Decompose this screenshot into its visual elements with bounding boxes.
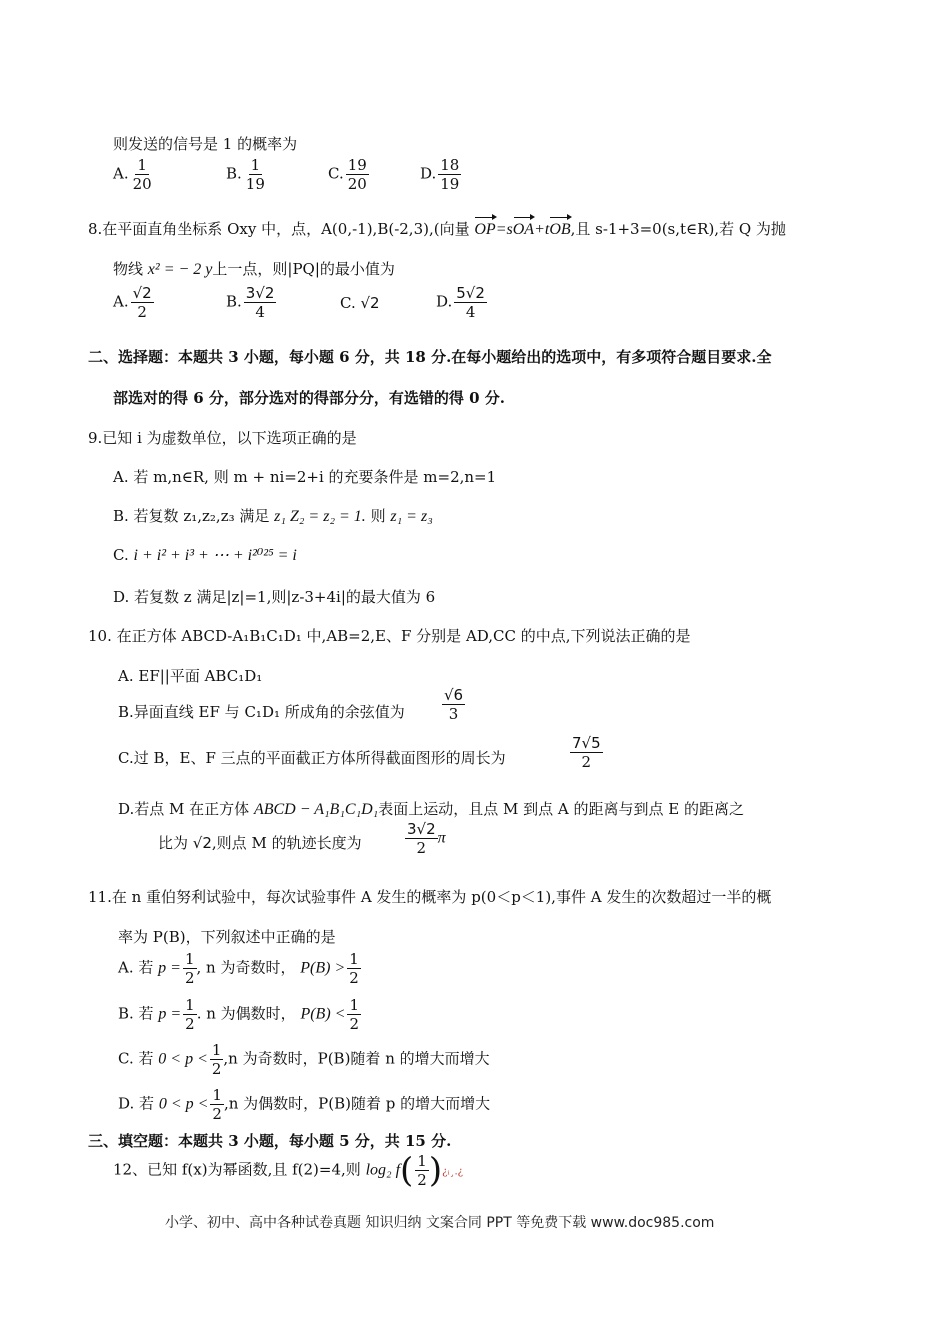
fraction (438, 156, 461, 193)
q8-text-a: 8.在平面直角坐标系 (88, 220, 223, 238)
vector-ob: OB (549, 221, 571, 238)
q8-line2 (113, 259, 395, 280)
denominator: 3 (448, 705, 459, 723)
fraction (442, 686, 465, 723)
q8-vector-equation (474, 221, 570, 238)
option-label: D. (420, 164, 437, 183)
denominator: 2 (211, 1060, 222, 1078)
option-math: P(B) > (300, 959, 346, 977)
denominator: 2 (581, 753, 592, 771)
vector-op: OP (474, 221, 496, 238)
q10-stem: 10. 在正方体 ABCD-A₁B₁C₁D₁ 中,AB=2,E、F 分别是 AD,CC 的中点,下列说法正确的是 (88, 627, 691, 645)
denominator: 2 (349, 1015, 359, 1033)
numerator: 1 (349, 996, 359, 1014)
section-3-header: 三、填空题：本题共 3 小题，每小题 5 分，共 15 分. (88, 1132, 452, 1150)
section-2-header-line1: 二、选择题：本题共 3 小题，每小题 6 分，共 18 分.在每小题给出的选项中，有多项符合题目要求.全 (88, 348, 772, 366)
numerator: 3√2 (245, 284, 275, 302)
option-math: z₁ = z₃ (390, 508, 433, 525)
denominator: 4 (255, 303, 265, 321)
option-label: C. (328, 164, 344, 183)
scalar-t: t (544, 221, 550, 238)
option-math: 0 < p < (158, 1050, 208, 1068)
denominator: 2 (185, 1015, 195, 1033)
option-value: √2 (360, 294, 380, 312)
option-label: A. (113, 164, 129, 183)
numerator: 1 (137, 156, 147, 174)
q7-option-d (420, 156, 461, 193)
right-paren: ) (428, 1150, 443, 1191)
fraction (570, 734, 603, 771)
fraction (405, 820, 438, 857)
fraction (210, 1086, 224, 1123)
numerator: 1 (211, 1041, 222, 1059)
q10-option-d-line1 (118, 799, 744, 820)
denominator: 20 (132, 175, 152, 193)
q8-option-c (340, 294, 380, 312)
option-label: C. (113, 546, 129, 564)
fraction (415, 1152, 429, 1189)
denominator: 19 (440, 175, 460, 193)
q11-option-b (118, 996, 361, 1033)
fraction (454, 284, 487, 321)
q9-option-c (113, 545, 297, 566)
fraction (183, 996, 197, 1033)
option-text: B.异面直线 EF 与 C₁D₁ 所成角的余弦值为 (118, 703, 405, 721)
q9-option-a: A. 若 m,n∈R, 则 m + ni=2+i 的充要条件是 m=2,n=1 (113, 468, 497, 486)
q8-text-c: ,且 s-1+3=0(s,t∈R),若 Q 为抛 (570, 220, 786, 238)
option-text: ,n 为奇数时，P(B)随着 n 的增大而增大 (223, 1049, 490, 1068)
plus-sign: + (534, 221, 545, 238)
option-math: ABCD − A₁B₁C₁D₁ (253, 801, 379, 818)
fraction (244, 284, 277, 321)
parabola-equation: x² = − 2 y (147, 261, 213, 278)
option-math: p = (158, 1005, 182, 1023)
fraction (346, 156, 369, 193)
numerator: 1 (212, 1086, 222, 1104)
denominator: 2 (212, 1105, 222, 1123)
numerator: 19 (347, 156, 367, 174)
q11-option-a (118, 950, 361, 987)
q9-option-d: D. 若复数 z 满足|z|=1,则|z-3+4i|的最大值为 6 (113, 588, 436, 606)
option-label: B. 若 (118, 1004, 154, 1023)
q11-line2: 率为 P(B)，下列叙述中正确的是 (118, 928, 336, 946)
fraction (210, 1041, 224, 1078)
fraction (131, 156, 154, 193)
numerator: √2 (132, 284, 152, 302)
option-label: D. 若 (118, 1094, 155, 1113)
denominator: 2 (349, 969, 359, 987)
q8-option-a (113, 284, 154, 321)
denominator: 2 (137, 303, 147, 321)
fraction (131, 284, 154, 321)
denominator: 20 (347, 175, 367, 193)
option-label: D. (436, 292, 453, 311)
option-text: 表面上运动，且点 M 到点 A 的距离与到点 E 的距离之 (378, 800, 745, 818)
section-2-header-line2: 部选对的得 6 分，部分选对的得部分分，有选错的得 0 分. (113, 389, 505, 407)
q10-option-b (118, 702, 405, 722)
q11-option-c (118, 1041, 490, 1078)
option-text: , n 为奇数时， (196, 958, 296, 977)
q8-option-d (436, 284, 487, 321)
q8-line1 (88, 219, 786, 240)
q8-text-b: Oxy 中，点，A(0,-1),B(-2,3),(向量 (227, 220, 470, 238)
q7-option-c (328, 156, 369, 193)
denominator: 4 (465, 303, 476, 321)
equals-sign: = (495, 221, 507, 238)
q10-option-c (118, 748, 506, 768)
q12-text: 12、已知 f(x)为幂函数,且 f(2)=4,则 (113, 1160, 361, 1179)
option-text: 比为 (158, 834, 189, 852)
option-label: A. (113, 292, 129, 311)
option-text: . n 为偶数时， (196, 1004, 296, 1023)
q8-text-d: 物线 (113, 260, 144, 278)
numerator: 1 (185, 996, 195, 1014)
numerator: 5√2 (456, 284, 485, 302)
garbled-answer-blank: ¿ᵢ¸.¿ (442, 1166, 464, 1178)
option-text: ,n 为偶数时，P(B)随着 p 的增大而增大 (223, 1094, 491, 1113)
pi-symbol: π (437, 829, 446, 847)
fraction (183, 950, 197, 987)
option-text: ,则点 M 的轨迹长度为 (211, 834, 362, 852)
q10-option-a: A. EF||平面 ABC₁D₁ (118, 667, 263, 685)
numerator: 18 (440, 156, 460, 174)
numerator: 1 (349, 950, 359, 968)
option-label: C. (340, 294, 356, 312)
fraction (347, 996, 361, 1033)
log-expression: log₂ f (365, 1161, 401, 1179)
option-text: C.过 B，E、F 三点的平面截正方体所得截面图形的周长为 (118, 749, 506, 767)
denominator: 2 (417, 1171, 427, 1189)
q10-b-fraction (440, 686, 465, 723)
left-paren: ( (400, 1150, 414, 1191)
q11-line1: 11.在 n 重伯努利试验中，每次试验事件 A 发生的概率为 p(0＜p＜1),事件 A 发生的次数超过一半的概 (88, 888, 772, 906)
numerator: 1 (250, 156, 261, 174)
option-math: P(B) < (300, 1005, 346, 1023)
numerator: 1 (417, 1152, 427, 1170)
q12-line (113, 1152, 463, 1189)
q7-option-a (113, 156, 154, 193)
option-text: B. 若复数 z₁,z₂,z₃ 满足 (113, 507, 270, 525)
scalar-s: s (506, 221, 513, 238)
option-math: 0 < p < (158, 1095, 209, 1113)
numerator: 1 (184, 950, 195, 968)
fraction (244, 156, 267, 193)
numerator: 7√5 (572, 734, 601, 752)
q7-option-b (226, 156, 267, 193)
denominator: 2 (184, 969, 195, 987)
option-math: z₁ Z₂ = z₂ = 1. (274, 508, 366, 525)
ratio-value: √2 (192, 834, 212, 852)
numerator: √6 (444, 686, 464, 704)
q8-option-b (226, 284, 276, 321)
option-text: 则 (370, 507, 386, 525)
option-label: B. (226, 164, 242, 183)
page-footer: 小学、初中、高中各种试卷真题 知识归纳 文案合同 PPT 等免费下载 www.doc985.com (165, 1215, 715, 1231)
q9-stem: 9.已知 i 为虚数单位，以下选项正确的是 (88, 429, 357, 447)
option-label: A. 若 (118, 958, 154, 977)
option-label: C. 若 (118, 1049, 154, 1068)
q7-stem-tail: 则发送的信号是 1 的概率为 (113, 135, 298, 153)
vector-oa: OA (512, 221, 535, 238)
q10-d-fraction (403, 820, 446, 857)
q8-text-e: 上一点，则|PQ|的最小值为 (212, 260, 395, 278)
q9-option-b (113, 506, 433, 527)
q10-option-d-line2 (158, 833, 362, 853)
option-math: p = (158, 959, 181, 977)
denominator: 2 (416, 839, 427, 857)
option-math: i + i² + i³ + ⋯ + i²⁰²⁵ = i (133, 547, 297, 564)
option-text: D.若点 M 在正方体 (118, 800, 250, 818)
q10-c-fraction (568, 734, 603, 771)
fraction (347, 950, 361, 987)
q11-option-d (118, 1086, 490, 1123)
option-label: B. (226, 292, 242, 311)
denominator: 19 (245, 175, 265, 193)
numerator: 3√2 (407, 820, 436, 838)
